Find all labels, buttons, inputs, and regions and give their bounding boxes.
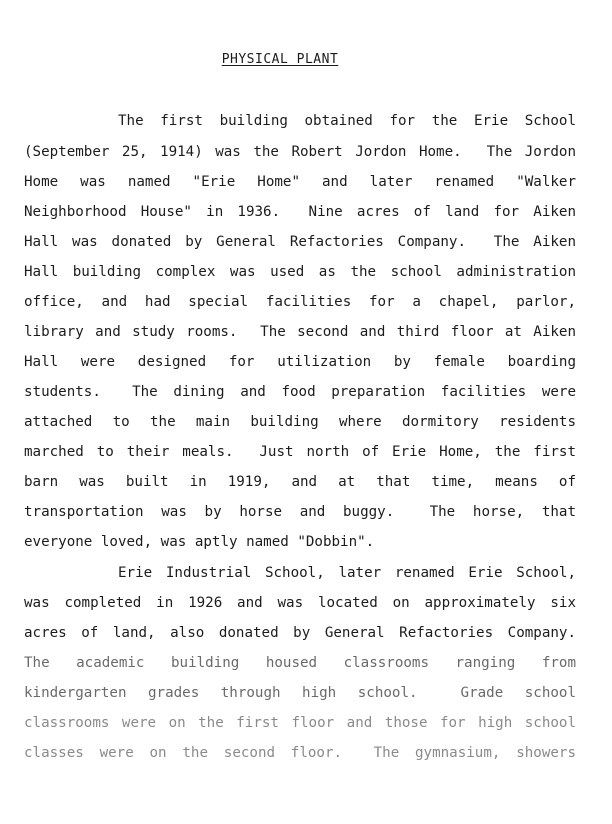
text-line: was completed in 1926 and was located on approximately six bbox=[24, 595, 576, 611]
text-line: Hall were designed for utilization by female boarding bbox=[24, 354, 576, 370]
text-line: students. The dining and food preparation facilities were bbox=[24, 384, 576, 400]
text-line: Home was named "Erie Home" and later renamed "Walker bbox=[24, 174, 576, 190]
text-line: library and study rooms. The second and third floor at Aiken bbox=[24, 324, 576, 340]
text-line: Hall was donated by General Refactories Company. The Aiken bbox=[24, 234, 576, 250]
text-line: Erie Industrial School, later renamed Erie School, bbox=[118, 565, 576, 581]
text-line: acres of land, also donated by General Refactories Company. bbox=[24, 625, 576, 641]
text-line: The first building obtained for the Erie School bbox=[118, 113, 576, 129]
text-line: kindergarten grades through high school. Grade school bbox=[24, 685, 576, 701]
text-line: classrooms were on the first floor and those for high school bbox=[24, 715, 576, 731]
text-line: (September 25, 1914) was the Robert Jordon Home. The Jordon bbox=[24, 144, 576, 160]
page-title: PHYSICAL PLANT bbox=[221, 52, 339, 67]
text-line: attached to the main building where dormitory residents bbox=[24, 414, 576, 430]
text-line: barn was built in 1919, and at that time, means of bbox=[24, 474, 576, 490]
text-line: transportation was by horse and buggy. The horse, that bbox=[24, 504, 576, 520]
text-line: The academic building housed classrooms ranging from bbox=[24, 655, 576, 671]
text-line: Hall building complex was used as the school administration bbox=[24, 264, 576, 280]
text-line: everyone loved, was aptly named "Dobbin". bbox=[24, 534, 375, 550]
text-line: office, and had special facilities for a chapel, parlor, bbox=[24, 294, 576, 310]
text-line: marched to their meals. Just north of Erie Home, the first bbox=[24, 444, 576, 460]
text-line: classes were on the second floor. The gymnasium, showers bbox=[24, 745, 576, 761]
text-line: Neighborhood House" in 1936. Nine acres of land for Aiken bbox=[24, 204, 576, 220]
